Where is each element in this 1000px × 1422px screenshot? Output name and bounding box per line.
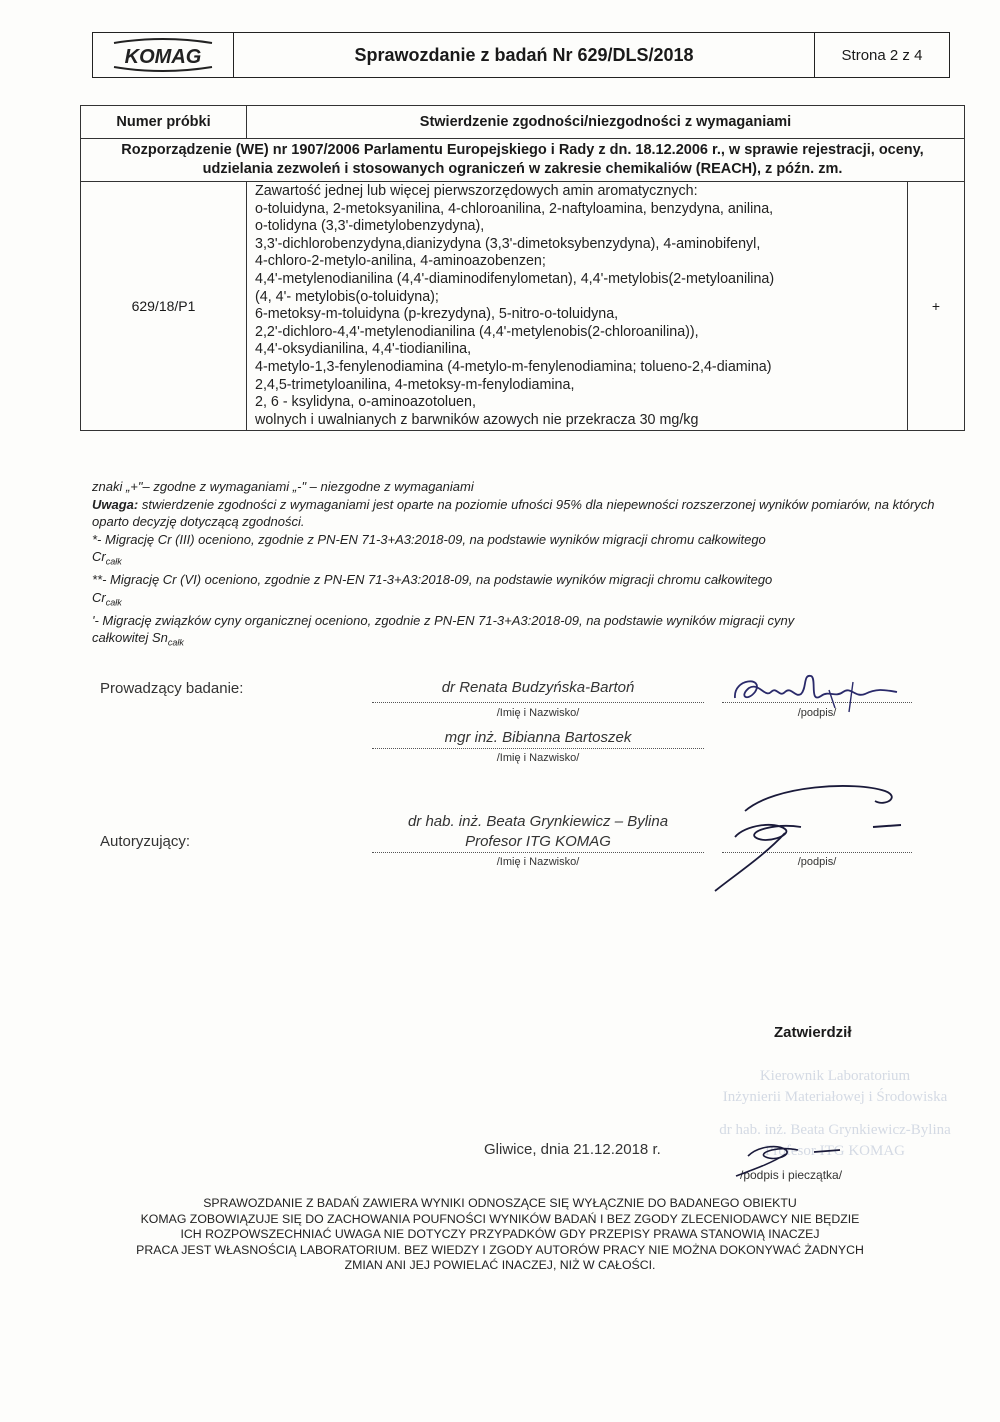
symbol-sub: całk (105, 597, 122, 608)
footer-line: PRACA JEST WŁASNOŚCIĄ LABORATORIUM. BEZ WIEDZY I ZGODY AUTORÓW PRACY NIE MOŻNA DOKONYWAĆ ŻADNYCH (136, 1242, 864, 1257)
table-row (81, 182, 965, 431)
name-caption: /Imię i Nazwisko/ (496, 707, 580, 719)
content-line: o-toluidyna, 2-metoksyanilina, 4-chloroanilina, 2-naftyloamina, benzydyna, anilina, (255, 200, 774, 217)
content-line: wolnych i uwalnianych z barwników azowych nie przekracza 30 mg/kg (255, 411, 699, 428)
table-header-row (81, 106, 965, 139)
approval-title: Zatwierdził (774, 1024, 852, 1041)
uwaga-note (92, 496, 937, 531)
handwritten-signature-3 (728, 1128, 858, 1178)
stamp-line: dr hab. inż. Beata Grynkiewicz-Bylina (719, 1122, 951, 1138)
compliance-table (80, 105, 965, 431)
note-cr3-symbol (92, 548, 937, 571)
regulation-text: Rozporządzenie (WE) nr 1907/2006 Parlamentu Europejskiego i Rady z dn. 18.12.2006 r., w sprawie rejestracji, oceny, udzielania zezwoleń i stosowanych ograniczeń w zakresie chemikaliów (REACH), z późn. zm. (81, 139, 965, 182)
sample-id: 629/18/P1 (81, 182, 247, 431)
authorizing-label: Autoryzujący: (100, 833, 191, 850)
content-line: 4,4'-oksydianilina, 4,4'-tiodianilina, (255, 341, 472, 358)
symbol-sn: Sn (151, 630, 168, 646)
content-line: 6-metoksy-m-toluidyna (p-krezydyna), 5-nitro-o-toluidyna, (255, 306, 619, 323)
symbol-sub: całk (105, 556, 122, 567)
report-title: Sprawozdanie z badań Nr 629/DLS/2018 (234, 33, 815, 77)
signature-caption: /podpis/ (797, 856, 837, 868)
person-name-1: dr Renata Budzyńska-Bartoń (441, 679, 635, 696)
handwritten-signature-1 (725, 668, 915, 716)
content-line: 3,3'-dichlorobenzydyna,dianizydyna (3,3'-dimetoksybenzydyna), 4-aminobifenyl, (255, 235, 761, 252)
content-line: Zawartość jednej lub więcej pierwszorzędowych amin aromatycznych: (255, 183, 698, 199)
name-line (372, 702, 704, 703)
name-caption: /Imię i Nazwisko/ (496, 856, 580, 868)
content-line: 4-chloro-2-metylo-anilina, 4-aminoazobenzen; (255, 253, 546, 270)
notes-section (92, 478, 937, 652)
note-cr6-symbol (92, 589, 937, 612)
conducting-label: Prowadzący badanie: (100, 680, 244, 697)
note-cr3: *- Migrację Cr (III) oceniono, zgodnie z PN-EN 71-3+A3:2018-09, na podstawie wyników migracji chromu całkowitego (92, 531, 766, 547)
logo-text: KOMAG (124, 46, 202, 68)
uwaga-text: stwierdzenie zgodności z wymaganiami jest oparte na poziomie ufności 95% dla niepewności rozszerzonej wyników pomiarów, na których oparto decyzję dotyczącą zgodności. (92, 496, 935, 529)
content-line: 4-metylo-1,3-fenylenodiamina (4-metylo-m-fenylenodiamina; tolueno-2,4-diamina) (255, 358, 772, 375)
column-header-sample: Numer próbki (81, 106, 247, 139)
requirement-content (247, 182, 908, 431)
footer-line: SPRAWOZDANIE Z BADAŃ ZAWIERA WYNIKI ODNOSZĄCE SIĘ WYŁĄCZNIE DO BADANEGO OBIEKTU (203, 1196, 797, 1210)
content-line: (4, 4'- metylobis(o-toluidyna); (255, 288, 439, 305)
symbol-sub: całk (167, 637, 184, 648)
symbol-cr: Cr (92, 549, 106, 564)
stamp-line: Profesor ITG KOMAG (765, 1143, 905, 1159)
footer-line: ZMIAN ANI JEJ POWIELAĆ INACZEJ, NIŻ W CAŁOŚCI. (344, 1258, 656, 1272)
stamp-line: Kierownik Laboratorium (759, 1068, 911, 1084)
legend-note: znaki „+"– zgodne z wymaganiami „-" – niezgodne z wymaganiami (92, 479, 474, 494)
place-and-date: Gliwice, dnia 21.12.2018 r. (484, 1141, 661, 1158)
note-tin-tail-text: całkowitej (92, 630, 152, 646)
content-line: 2, 6 - ksylidyna, o-aminoazotoluen, (255, 394, 476, 411)
content-line: 2,2'-dichloro-4,4'-metylenodianilina (4,4'-metylenobis(2-chloroanilina)), (255, 323, 699, 340)
footer-line: ICH ROZPOWSZECHNIAĆ UWAGA NIE DOTYCZY PRZYPADKÓW GDY PRZEPISY PRAWA STANOWIĄ INACZEJ (180, 1227, 820, 1241)
person-name-3-line2: Profesor ITG KOMAG (465, 833, 611, 850)
content-line: 2,4,5-trimetyloanilina, 4-metoksy-m-fenylodiamina, (255, 376, 575, 393)
footer-line: KOMAG ZOBOWIĄZUJE SIĘ DO ZACHOWANIA POUFNOŚCI WYNIKÓW BADAŃ I BEZ ZGODY ZLECENIODAWCY NIE BĘDZIE (140, 1211, 860, 1226)
content-line: o-tolidyna (3,3'-dimetylobenzydyna), (255, 218, 485, 235)
logo-cell (93, 33, 234, 77)
signature-caption: /podpis/ (797, 707, 837, 719)
person-name-2: mgr inż. Bibianna Bartoszek (444, 729, 632, 746)
report-header (92, 32, 950, 78)
result-mark: + (908, 182, 965, 431)
handwritten-signature-2 (705, 775, 915, 895)
content-line: 4,4'-metylenodianilina (4,4'-diaminodifenylometan), 4,4'-metylobis(2-metyloanilina) (255, 270, 775, 287)
column-header-statement: Stwierdzenie zgodności/niezgodności z wymaganiami (247, 106, 965, 139)
name-caption: /Imię i Nazwisko/ (496, 752, 580, 764)
name-line (372, 748, 704, 749)
legal-footer (80, 1196, 920, 1274)
person-name-3-line1: dr hab. inż. Beata Grynkiewicz – Bylina (407, 813, 669, 830)
name-line (372, 852, 704, 853)
stamp-caption: /podpis i pieczątka/ (740, 1168, 843, 1182)
stamp-line: Inżynierii Materiałowej i Środowiska (722, 1089, 948, 1105)
note-tin: '- Migrację związków cyny organicznej oceniono, zgodnie z PN-EN 71-3+A3:2018-09, na podstawie wyników migracji cyny (92, 612, 795, 628)
note-tin-tail (92, 629, 937, 652)
symbol-cr: Cr (92, 589, 106, 605)
komag-logo (108, 37, 218, 73)
uwaga-label: Uwaga: (92, 496, 139, 512)
regulation-row (81, 139, 965, 182)
note-cr6: **- Migrację Cr (VI) oceniono, zgodnie z PN-EN 71-3+A3:2018-09, na podstawie wyników migracji chromu całkowitego (92, 572, 773, 588)
page-number: Strona 2 z 4 (841, 46, 923, 64)
